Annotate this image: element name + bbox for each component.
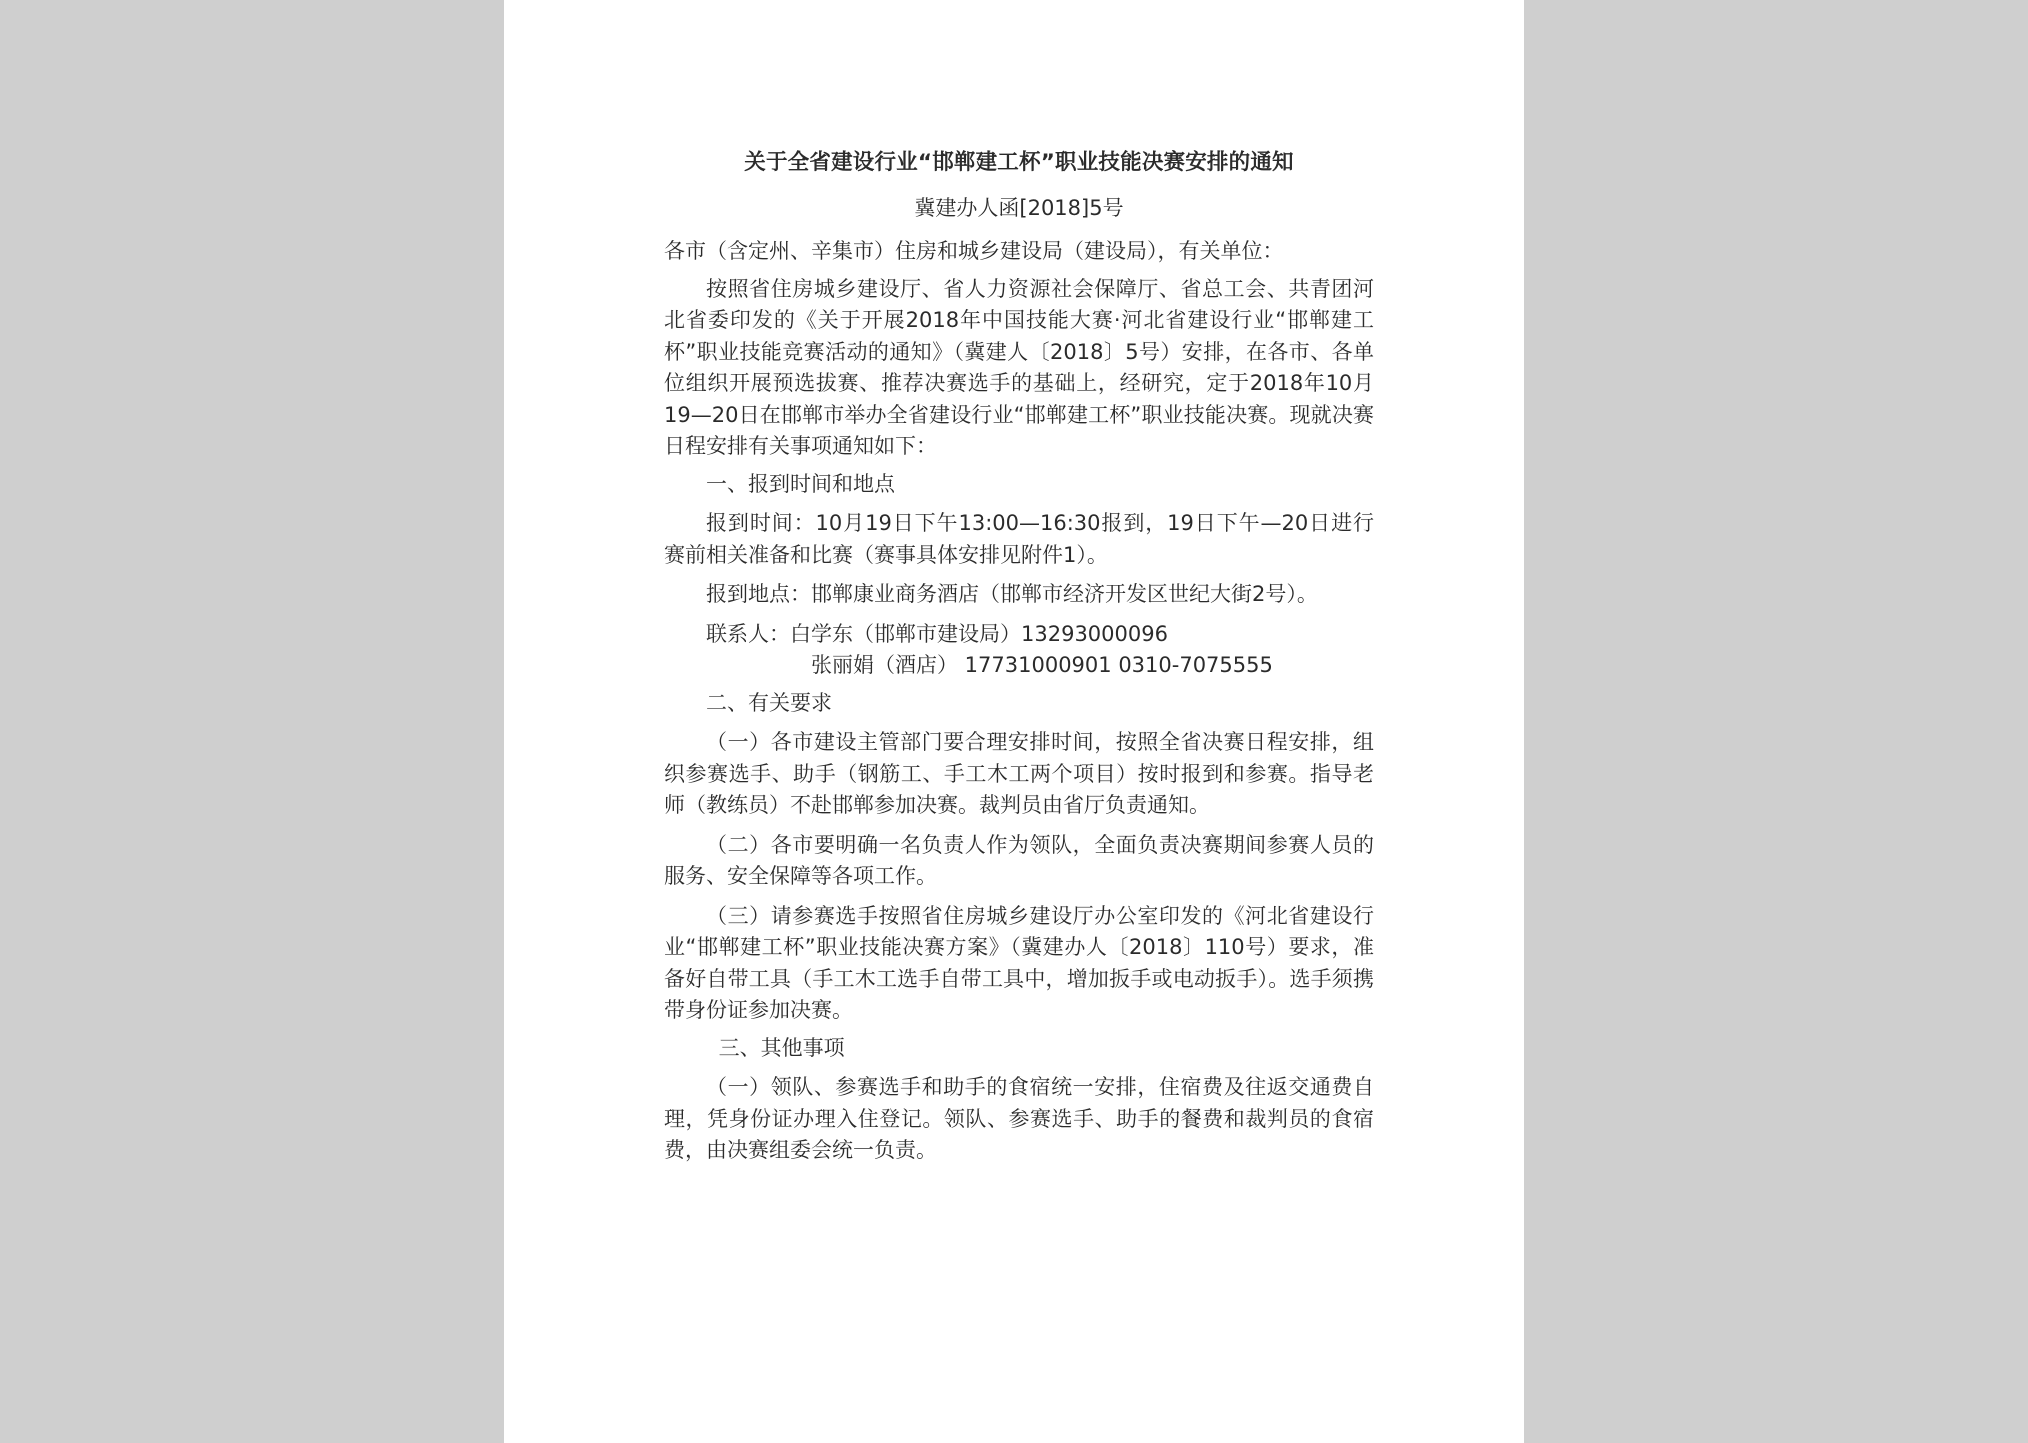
report-place-paragraph: 报到地点：邯郸康业商务酒店（邯郸市经济开发区世纪大街2号）。 [706,582,1318,606]
contact-label: 联系人： [706,621,790,646]
report-time-paragraph: 报到时间：10月19日下午13:00—16:30报到，19日下午—20日进行赛前相关准备和比赛（赛事具体安排见附件1）。 [664,511,1374,567]
document-body [664,145,1374,1167]
requirement-2: （二）各市要明确一名负责人作为领队，全面负责决赛期间参赛人员的服务、安全保障等各项工作。 [664,832,1374,888]
other-matter-1: （一）领队、参赛选手和助手的食宿统一安排，住宿费及往返交通费自理，凭身份证办理入住登记。领队、参赛选手、助手的餐费和裁判员的食宿费，由决赛组委会统一负责。 [664,1075,1374,1162]
salutation: 各市（含定州、辛集市）住房和城乡建设局（建设局），有关单位： [664,239,1284,263]
contact-block [664,619,1374,682]
section-1-heading: 一、报到时间和地点 [706,471,895,496]
section-3-heading: 三、其他事项 [718,1035,845,1060]
requirement-3: （三）请参赛选手按照省住房城乡建设厅办公室印发的《河北省建设行业“邯郸建工杯”职业技能决赛方案》（冀建办人〔2018〕110号）要求，准备好自带工具（手工木工选手自带工具中，增加扳手或电动扳手）。选手须携带身份证参加决赛。 [664,903,1374,1022]
contact-secondary: 张丽娟（酒店） 17731000901 0310-7075555 [811,653,1273,677]
requirement-1: （一）各市建设主管部门要合理安排时间，按照全省决赛日程安排，组织参赛选手、助手（钢筋工、手工木工两个项目）按时报到和参赛。指导老师（教练员）不赴邯郸参加决赛。裁判员由省厅负责通知。 [664,730,1374,817]
contact-row-1 [664,619,1374,651]
contact-primary: 白学东（邯郸市建设局）13293000096 [790,621,1168,646]
section-2-heading: 二、有关要求 [706,690,832,715]
intro-paragraph: 按照省住房城乡建设厅、省人力资源社会保障厅、省总工会、共青团河北省委印发的《关于开展2018年中国技能大赛·河北省建设行业“邯郸建工杯”职业技能竞赛活动的通知》（冀建人〔2018〕5号）安排，在各市、各单位组织开展预选拔赛、推荐决赛选手的基础上，经研究，定于2018年10月19—20日在邯郸市举办全省建设行业“邯郸建工杯”职业技能决赛。现就决赛日程安排有关事项通知如下： [664,276,1374,458]
document-page [504,0,1524,1443]
document-title: 关于全省建设行业“邯郸建工杯”职业技能决赛安排的通知 [744,150,1294,175]
document-number: 冀建办人函[2018]5号 [914,196,1124,220]
